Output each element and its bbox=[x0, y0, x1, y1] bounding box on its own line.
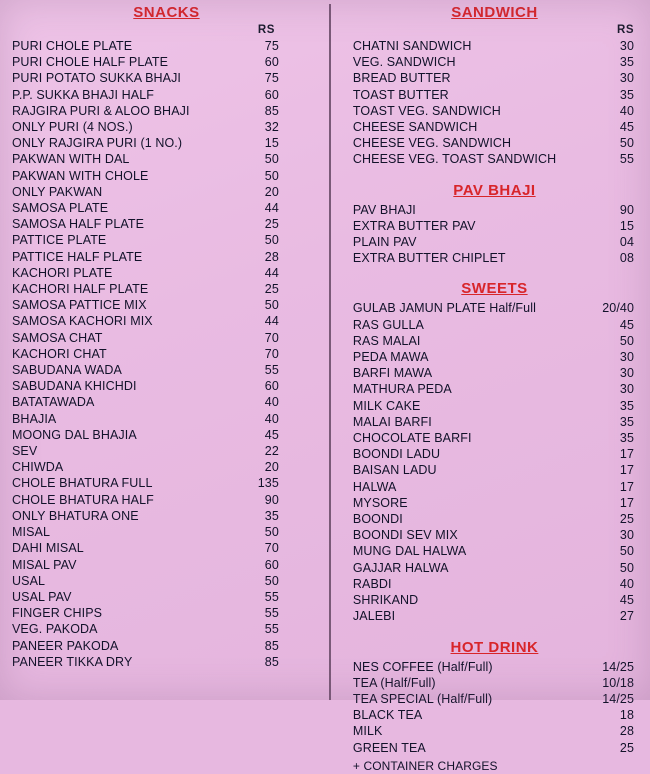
menu-item bbox=[12, 184, 321, 200]
menu-item-price: 20 bbox=[264, 460, 279, 475]
menu-item-name: RAJGIRA PURI & ALOO BHAJI bbox=[12, 103, 190, 118]
menu-item-name: CHEESE VEG. TOAST SANDWICH bbox=[352, 152, 557, 167]
menu-item-name: PAKWAN WITH DAL bbox=[12, 152, 130, 167]
menu-item-name: MISAL bbox=[12, 525, 51, 540]
menu-item-name: TEA (Half/Full) bbox=[352, 675, 436, 690]
menu-item bbox=[12, 621, 321, 637]
section-sandwich bbox=[353, 4, 636, 168]
menu-item-price: 85 bbox=[264, 103, 279, 118]
menu-item bbox=[12, 151, 321, 167]
menu-item-name: MALAI BARFI bbox=[352, 414, 432, 429]
section-sweets bbox=[353, 280, 636, 624]
menu-item-price: 30 bbox=[619, 528, 634, 543]
menu-item bbox=[12, 54, 321, 70]
menu-item-name: MOONG DAL BHAJIA bbox=[12, 427, 137, 442]
section-title-pav-bhaji: PAV BHAJI bbox=[453, 181, 536, 199]
menu-item bbox=[12, 135, 321, 151]
menu-item-price: 44 bbox=[264, 201, 279, 216]
menu-item-price: 90 bbox=[619, 202, 634, 217]
menu-item-price: 75 bbox=[264, 71, 279, 86]
menu-item bbox=[12, 378, 321, 394]
menu-item bbox=[353, 398, 636, 414]
menu-item-name: BOONDI LADU bbox=[352, 447, 441, 462]
menu-item-price: 50 bbox=[264, 573, 279, 588]
menu-item-price: 30 bbox=[619, 366, 634, 381]
menu-item bbox=[353, 250, 636, 266]
menu-item bbox=[12, 638, 321, 654]
menu-item-price: 20/40 bbox=[602, 301, 634, 316]
menu-item bbox=[353, 317, 636, 333]
item-list-sweets bbox=[353, 300, 636, 624]
section-hot-drink bbox=[353, 639, 636, 774]
menu-item-price: 44 bbox=[264, 314, 279, 329]
menu-item-name: SEV bbox=[12, 444, 38, 459]
menu-item-price: 20 bbox=[264, 184, 279, 199]
menu-item-name: BLACK TEA bbox=[352, 708, 423, 723]
menu-item-price: 135 bbox=[257, 476, 279, 491]
menu-item-name: TOAST BUTTER bbox=[352, 87, 449, 102]
menu-item-price: 04 bbox=[619, 235, 634, 250]
menu-item-name: SABUDANA WADA bbox=[12, 363, 122, 378]
menu-item-price: 44 bbox=[264, 265, 279, 280]
menu-item bbox=[353, 119, 636, 135]
menu-item-name: KACHORI HALF PLATE bbox=[12, 282, 149, 297]
menu-item-price: 35 bbox=[619, 414, 634, 429]
menu-item-name: SAMOSA KACHORI MIX bbox=[12, 314, 153, 329]
menu-item-price: 50 bbox=[264, 525, 279, 540]
menu-item-name: PEDA MAWA bbox=[352, 350, 429, 365]
menu-item bbox=[353, 103, 636, 119]
menu-item-price: 50 bbox=[264, 233, 279, 248]
menu-item bbox=[12, 492, 321, 508]
menu-item bbox=[12, 508, 321, 524]
menu-item-name: VEG. SANDWICH bbox=[352, 55, 456, 70]
menu-item-price: 50 bbox=[619, 544, 634, 559]
menu-item-price: 28 bbox=[619, 724, 634, 739]
menu-item-price: 60 bbox=[264, 87, 279, 102]
menu-item-price: 40 bbox=[264, 411, 279, 426]
menu-item-price: 30 bbox=[619, 39, 634, 53]
menu-item-price: 22 bbox=[264, 444, 279, 459]
menu-item bbox=[12, 249, 321, 265]
menu-item-name: MILK CAKE bbox=[352, 398, 421, 413]
menu-item bbox=[12, 654, 321, 670]
menu-item bbox=[353, 234, 636, 250]
menu-item-name: BREAD BUTTER bbox=[352, 71, 451, 86]
section-pav-bhaji bbox=[353, 182, 636, 267]
menu-item bbox=[12, 313, 321, 329]
menu-item-name: BAISAN LADU bbox=[352, 463, 437, 478]
menu-item bbox=[353, 707, 636, 723]
menu-item bbox=[12, 200, 321, 216]
menu-item-price: 85 bbox=[264, 654, 279, 669]
menu-item-price: 45 bbox=[619, 120, 634, 135]
menu-item-name: USAL bbox=[12, 573, 46, 588]
menu-item-price: 14/25 bbox=[602, 691, 634, 706]
menu-item bbox=[353, 430, 636, 446]
menu-item-price: 35 bbox=[619, 398, 634, 413]
menu-item-price: 60 bbox=[264, 379, 279, 394]
menu-item bbox=[12, 346, 321, 362]
menu-item-name: CHOLE BHATURA HALF bbox=[12, 492, 154, 507]
menu-item-name: SAMOSA PLATE bbox=[12, 201, 109, 216]
menu-item-price: 50 bbox=[264, 168, 279, 183]
menu-item-name: DAHI MISAL bbox=[12, 541, 84, 556]
menu-item-price: 17 bbox=[619, 463, 634, 478]
menu-item bbox=[353, 87, 636, 103]
menu-item-name: PAKWAN WITH CHOLE bbox=[12, 168, 149, 183]
menu-item-price: 55 bbox=[264, 622, 279, 637]
menu-item-name: VEG. PAKODA bbox=[12, 622, 98, 637]
menu-item bbox=[12, 330, 321, 346]
menu-item bbox=[12, 119, 321, 135]
menu-item-name: SAMOSA HALF PLATE bbox=[12, 217, 145, 232]
menu-item-name: SAMOSA CHAT bbox=[12, 330, 103, 345]
menu-item bbox=[353, 740, 636, 756]
menu-item-name: CHIWDA bbox=[12, 460, 64, 475]
menu-item-price: 08 bbox=[619, 251, 634, 266]
menu-item bbox=[12, 297, 321, 313]
menu-item bbox=[353, 592, 636, 608]
menu-item-price: 28 bbox=[264, 249, 279, 264]
menu-item-price: 17 bbox=[619, 479, 634, 494]
menu-item-price: 30 bbox=[619, 71, 634, 86]
menu-item bbox=[12, 265, 321, 281]
menu-item bbox=[353, 300, 636, 316]
menu-item-price: 50 bbox=[619, 333, 634, 348]
menu-item bbox=[353, 511, 636, 527]
menu-item bbox=[353, 54, 636, 70]
menu-item-name: KACHORI CHAT bbox=[12, 346, 107, 361]
menu-item-price: 45 bbox=[264, 427, 279, 442]
menu-item-name: USAL PAV bbox=[12, 589, 72, 604]
menu-item-name: RAS GULLA bbox=[352, 317, 424, 332]
menu-item bbox=[12, 573, 321, 589]
menu-item-price: 85 bbox=[264, 638, 279, 653]
menu-item-price: 17 bbox=[619, 495, 634, 510]
item-list-sandwich bbox=[353, 38, 636, 168]
menu-item-name: SHRIKAND bbox=[352, 593, 419, 608]
menu-item bbox=[353, 691, 636, 707]
menu-item-name: SAMOSA PATTICE MIX bbox=[12, 298, 147, 313]
menu-item-name: PAV BHAJI bbox=[352, 202, 416, 217]
menu-item-price: 35 bbox=[619, 87, 634, 102]
menu-item-name: MUNG DAL HALWA bbox=[352, 544, 467, 559]
menu-item bbox=[12, 168, 321, 184]
menu-item-name: EXTRA BUTTER CHIPLET bbox=[352, 251, 506, 266]
rs-header-snacks: RS bbox=[257, 24, 275, 36]
menu-item-price: 50 bbox=[619, 136, 634, 151]
menu-item bbox=[353, 675, 636, 691]
section-title-sandwich: SANDWICH bbox=[451, 4, 538, 21]
menu-item bbox=[353, 543, 636, 559]
menu-item bbox=[12, 281, 321, 297]
menu-item bbox=[353, 333, 636, 349]
menu-item bbox=[353, 659, 636, 675]
menu-item-name: PLAIN PAV bbox=[352, 235, 417, 250]
menu-item bbox=[353, 70, 636, 86]
menu-item-price: 30 bbox=[619, 382, 634, 397]
menu-item bbox=[353, 446, 636, 462]
menu-item-price: 45 bbox=[619, 317, 634, 332]
menu-item-name: CHOLE BHATURA FULL bbox=[12, 476, 153, 491]
menu-item-price: 55 bbox=[264, 606, 279, 621]
menu-item-price: 55 bbox=[264, 363, 279, 378]
menu-item-price: 45 bbox=[619, 593, 634, 608]
menu-item bbox=[12, 605, 321, 621]
menu-item bbox=[12, 38, 321, 54]
menu-item bbox=[12, 443, 321, 459]
menu-item bbox=[12, 427, 321, 443]
menu-item-price: 55 bbox=[264, 589, 279, 604]
menu-item-price: 15 bbox=[619, 218, 634, 233]
menu-item-name: JALEBI bbox=[352, 609, 396, 624]
menu-item-name: GULAB JAMUN PLATE Half/Full bbox=[352, 301, 536, 316]
menu-item bbox=[12, 540, 321, 556]
menu-item bbox=[12, 475, 321, 491]
menu-item bbox=[353, 462, 636, 478]
menu-sheet bbox=[6, 4, 644, 773]
menu-item bbox=[353, 381, 636, 397]
menu-item-price: 18 bbox=[619, 708, 634, 723]
menu-item bbox=[353, 495, 636, 511]
menu-item-price: 30 bbox=[619, 350, 634, 365]
menu-item-name: MISAL PAV bbox=[12, 557, 77, 572]
section-snacks bbox=[12, 4, 321, 670]
menu-item-price: 35 bbox=[619, 55, 634, 70]
menu-item bbox=[12, 524, 321, 540]
menu-item bbox=[353, 202, 636, 218]
menu-item bbox=[12, 411, 321, 427]
menu-item-name: MATHURA PEDA bbox=[352, 382, 452, 397]
menu-item-price: 60 bbox=[264, 557, 279, 572]
menu-item-name: P.P. SUKKA BHAJI HALF bbox=[12, 87, 154, 102]
menu-item-name: CHOCOLATE BARFI bbox=[352, 431, 472, 446]
menu-item-name: ONLY RAJGIRA PURI (1 NO.) bbox=[12, 136, 183, 151]
menu-item-name: MYSORE bbox=[352, 495, 408, 510]
menu-item-name: GREEN TEA bbox=[352, 740, 426, 755]
menu-item-name: NES COFFEE (Half/Full) bbox=[352, 659, 493, 674]
menu-item bbox=[12, 232, 321, 248]
section-title-snacks: SNACKS bbox=[133, 4, 200, 21]
item-list-hot-drink bbox=[353, 659, 636, 756]
rs-header-sandwich: RS bbox=[617, 24, 634, 36]
menu-item bbox=[12, 362, 321, 378]
menu-item-name: ONLY BHATURA ONE bbox=[12, 508, 139, 523]
menu-item-price: 70 bbox=[264, 330, 279, 345]
menu-item-price: 25 bbox=[619, 740, 634, 755]
menu-item-price: 17 bbox=[619, 447, 634, 462]
menu-item bbox=[353, 135, 636, 151]
menu-item bbox=[12, 459, 321, 475]
menu-column-right bbox=[329, 4, 644, 773]
menu-item-price: 10/18 bbox=[602, 675, 634, 690]
menu-item-name: MILK bbox=[352, 724, 383, 739]
menu-item-name: RAS MALAI bbox=[352, 333, 421, 348]
menu-item bbox=[353, 608, 636, 624]
menu-item-name: ONLY PAKWAN bbox=[12, 184, 103, 199]
menu-item-name: SABUDANA KHICHDI bbox=[12, 379, 137, 394]
menu-item-name: TOAST VEG. SANDWICH bbox=[352, 103, 501, 118]
menu-item-name: BOONDI SEV MIX bbox=[352, 528, 458, 543]
menu-item-name: PURI CHOLE PLATE bbox=[12, 39, 133, 53]
item-list-snacks bbox=[12, 38, 321, 670]
menu-item-price: 25 bbox=[264, 282, 279, 297]
menu-item-price: 25 bbox=[619, 512, 634, 527]
menu-item-price: 35 bbox=[264, 508, 279, 523]
menu-item-name: GAJJAR HALWA bbox=[352, 560, 449, 575]
menu-item-name: PATTICE HALF PLATE bbox=[12, 249, 143, 264]
section-title-hot-drink: HOT DRINK bbox=[450, 638, 539, 656]
section-title-sweets: SWEETS bbox=[461, 280, 528, 298]
menu-item-price: 55 bbox=[619, 152, 634, 167]
menu-item bbox=[353, 479, 636, 495]
menu-item-name: FINGER CHIPS bbox=[12, 606, 103, 621]
menu-item-name: PURI POTATO SUKKA BHAJI bbox=[12, 71, 182, 86]
menu-item-price: 40 bbox=[619, 576, 634, 591]
menu-item-name: PATTICE PLATE bbox=[12, 233, 107, 248]
menu-item-price: 32 bbox=[264, 120, 279, 135]
menu-item-name: CHATNI SANDWICH bbox=[352, 39, 472, 53]
menu-item bbox=[353, 560, 636, 576]
menu-item-price: 75 bbox=[264, 39, 279, 53]
menu-item-price: 50 bbox=[619, 560, 634, 575]
menu-item-name: ONLY PURI (4 NOS.) bbox=[12, 120, 133, 135]
menu-item-name: BARFI MAWA bbox=[352, 366, 433, 381]
menu-item bbox=[353, 38, 636, 54]
menu-item bbox=[353, 723, 636, 739]
menu-item bbox=[12, 394, 321, 410]
menu-item bbox=[353, 576, 636, 592]
menu-item bbox=[353, 218, 636, 234]
menu-item bbox=[353, 349, 636, 365]
menu-item-name: PANEER PAKODA bbox=[12, 638, 119, 653]
menu-item-name: HALWA bbox=[352, 479, 397, 494]
menu-item-price: 50 bbox=[264, 152, 279, 167]
item-list-pav-bhaji bbox=[353, 202, 636, 267]
menu-column-left bbox=[6, 4, 329, 700]
menu-item-price: 70 bbox=[264, 541, 279, 556]
menu-item-name: BHAJIA bbox=[12, 411, 57, 426]
menu-item bbox=[353, 527, 636, 543]
menu-item-name: BATATAWADA bbox=[12, 395, 95, 410]
container-charges-note: + CONTAINER CHARGES bbox=[352, 758, 498, 773]
menu-item bbox=[353, 151, 636, 167]
menu-item-name: CHEESE VEG. SANDWICH bbox=[352, 136, 512, 151]
menu-item-price: 40 bbox=[264, 395, 279, 410]
menu-item-price: 60 bbox=[264, 55, 279, 70]
menu-item bbox=[353, 365, 636, 381]
menu-item-price: 35 bbox=[619, 431, 634, 446]
menu-item-price: 40 bbox=[619, 103, 634, 118]
menu-item-price: 15 bbox=[264, 136, 279, 151]
menu-item-name: CHEESE SANDWICH bbox=[352, 120, 478, 135]
menu-item bbox=[12, 589, 321, 605]
menu-item-price: 25 bbox=[264, 217, 279, 232]
menu-item-name: TEA SPECIAL (Half/Full) bbox=[352, 691, 493, 706]
menu-item-name: PURI CHOLE HALF PLATE bbox=[12, 55, 169, 70]
menu-item-name: KACHORI PLATE bbox=[12, 265, 113, 280]
menu-item-name: PANEER TIKKA DRY bbox=[12, 654, 133, 669]
menu-item bbox=[12, 103, 321, 119]
menu-item bbox=[12, 216, 321, 232]
menu-item bbox=[12, 70, 321, 86]
menu-item-name: RABDI bbox=[352, 576, 392, 591]
menu-item bbox=[12, 87, 321, 103]
menu-item-price: 14/25 bbox=[602, 659, 634, 674]
menu-item-price: 27 bbox=[619, 609, 634, 624]
menu-item-price: 50 bbox=[264, 298, 279, 313]
menu-item bbox=[353, 414, 636, 430]
menu-item-price: 70 bbox=[264, 346, 279, 361]
menu-item-name: BOONDI bbox=[352, 512, 403, 527]
menu-item-price: 90 bbox=[264, 492, 279, 507]
menu-item bbox=[12, 557, 321, 573]
menu-item-name: EXTRA BUTTER PAV bbox=[352, 218, 476, 233]
